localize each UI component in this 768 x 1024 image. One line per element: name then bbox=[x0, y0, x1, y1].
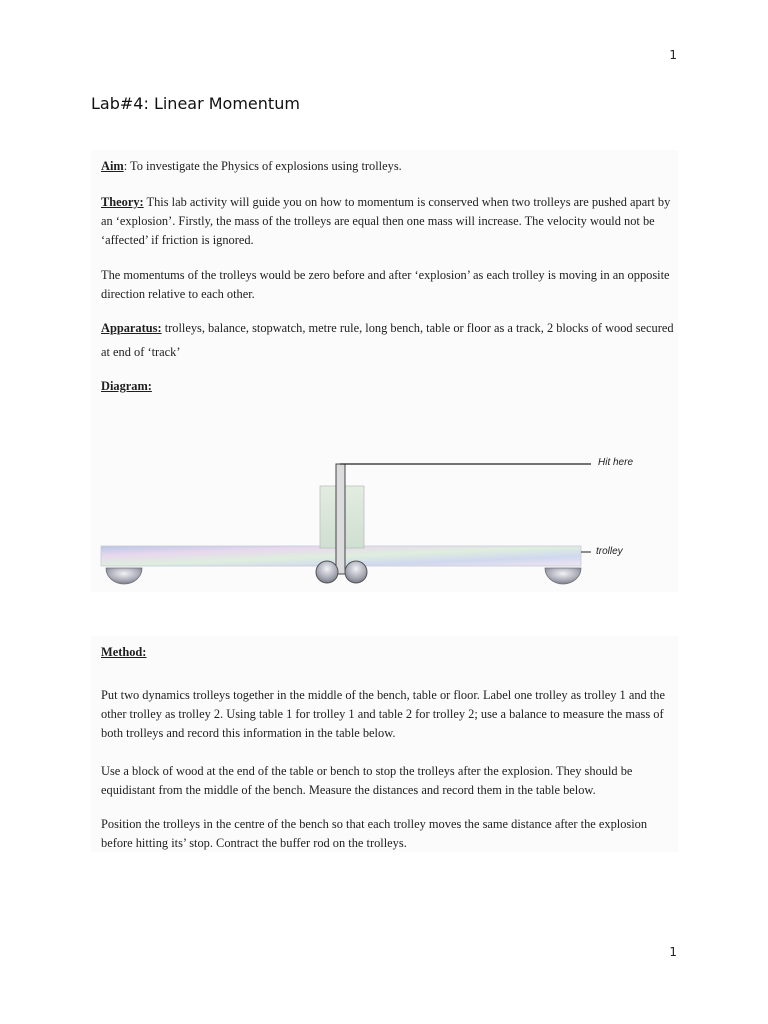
hit-here-label: Hit here bbox=[598, 457, 634, 468]
aim-text: : To investigate the Physics of explosions using trolleys. bbox=[123, 159, 402, 173]
theory-text: This lab activity will guide you on how to momentum is conserved when two trolleys are pushed apart by an ‘explosion’. Firstly, the mass of the trolleys are equal then one mass will increase. The velocity would not be ‘affected’ if friction is ignored. bbox=[101, 195, 671, 247]
diagram-heading-line bbox=[101, 377, 676, 396]
bench-left-wheel bbox=[106, 568, 142, 584]
buffer-rod bbox=[336, 464, 345, 574]
method-heading-line bbox=[101, 643, 676, 662]
theory-heading: Theory: bbox=[101, 195, 144, 209]
bench-right-wheel bbox=[545, 568, 581, 584]
page-number-bottom: 1 bbox=[669, 945, 677, 959]
trolley-diagram-svg bbox=[91, 400, 678, 592]
page-number-top: 1 bbox=[669, 48, 677, 62]
aim-paragraph bbox=[101, 157, 676, 176]
method-paragraph-2: Use a block of wood at the end of the table or bench to stop the trolleys after the explosion. They should be equidistant from the middle of the bench. Measure the distances and record them in the table below. bbox=[101, 764, 633, 797]
page-title: Lab#4: Linear Momentum bbox=[91, 94, 300, 113]
diagram-heading: Diagram: bbox=[101, 379, 152, 393]
method-heading: Method: bbox=[101, 645, 147, 659]
method-paragraph-3: Position the trolleys in the centre of the bench so that each trolley moves the same distance after the explosion before hitting its’ stop. Contract the buffer rod on the trolleys. bbox=[101, 817, 648, 850]
theory-paragraph-2: The momentums of the trolleys would be zero before and after ‘explosion’ as each trolley is moving in an opposite direction relative to each other. bbox=[101, 268, 670, 301]
trolley-diagram bbox=[91, 400, 678, 592]
trolley-wheel-right bbox=[345, 561, 367, 583]
theory-paragraph bbox=[101, 193, 676, 250]
apparatus-heading: Apparatus: bbox=[101, 321, 162, 335]
trolley-wheel-left bbox=[316, 561, 338, 583]
apparatus-paragraph bbox=[101, 316, 676, 364]
method-paragraph-1: Put two dynamics trolleys together in the middle of the bench, table or floor. Label one trolley as trolley 1 and the other trolley as trolley 2. Using table 1 for trolley 1 and table 2 for trolley 2; use a balance to measure the mass of both trolleys and record this information in the table below. bbox=[101, 688, 665, 740]
apparatus-text: trolleys, balance, stopwatch, metre rule, long bench, table or floor as a track, 2 blocks of wood secured at end of ‘track’ bbox=[101, 321, 674, 359]
trolley-label: trolley bbox=[596, 546, 623, 557]
aim-heading: Aim bbox=[101, 159, 124, 173]
